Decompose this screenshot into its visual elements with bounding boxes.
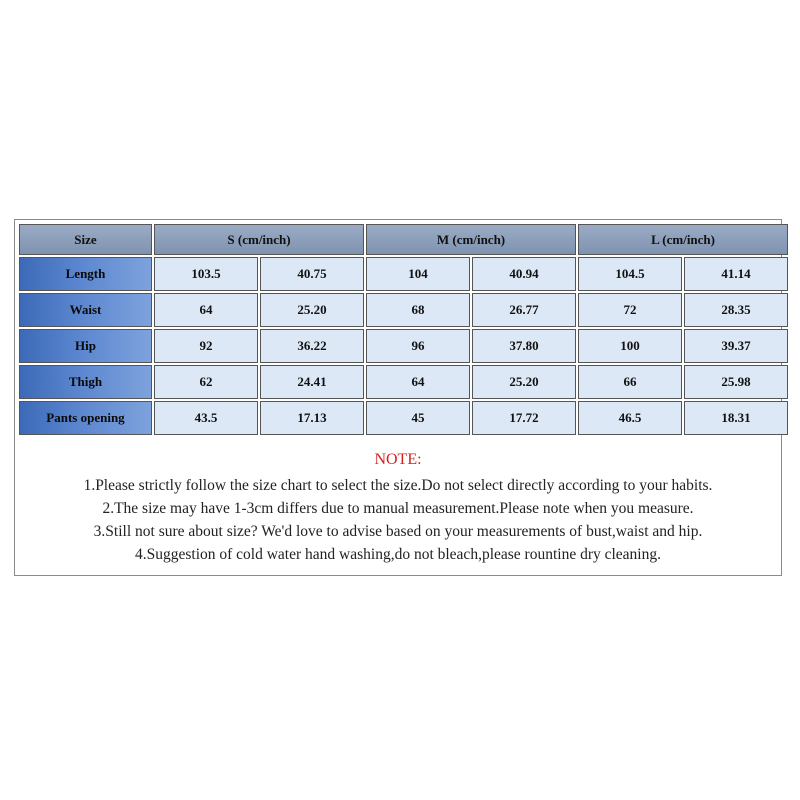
table-row-length — [19, 257, 788, 291]
size-m-header: M (cm/inch) — [366, 224, 576, 255]
table-header-row — [19, 224, 788, 255]
row-label: Length — [19, 257, 152, 291]
table-cell: 25.98 — [684, 365, 788, 399]
table-cell: 40.94 — [472, 257, 576, 291]
size-header: Size — [19, 224, 152, 255]
table-row-thigh — [19, 365, 788, 399]
table-row-hip — [19, 329, 788, 363]
size-chart — [14, 219, 782, 576]
table-cell: 43.5 — [154, 401, 258, 435]
table-cell: 17.72 — [472, 401, 576, 435]
notes-section — [15, 450, 781, 566]
table-cell: 66 — [578, 365, 682, 399]
table-row-waist — [19, 293, 788, 327]
table-cell: 36.22 — [260, 329, 364, 363]
size-s-header: S (cm/inch) — [154, 224, 364, 255]
table-cell: 26.77 — [472, 293, 576, 327]
table-cell: 25.20 — [260, 293, 364, 327]
table-cell: 37.80 — [472, 329, 576, 363]
table-cell: 41.14 — [684, 257, 788, 291]
table-cell: 68 — [366, 293, 470, 327]
table-cell: 62 — [154, 365, 258, 399]
note-line-3: 3.Still not sure about size? We'd love to advise based on your measurements of bust,waist and hip. — [93, 523, 703, 540]
table-cell: 25.20 — [472, 365, 576, 399]
row-label: Thigh — [19, 365, 152, 399]
table-cell: 17.13 — [260, 401, 364, 435]
table-cell: 64 — [154, 293, 258, 327]
row-label: Hip — [19, 329, 152, 363]
table-cell: 45 — [366, 401, 470, 435]
table-cell: 72 — [578, 293, 682, 327]
table-cell: 104.5 — [578, 257, 682, 291]
note-title: NOTE: — [374, 451, 422, 468]
table-cell: 39.37 — [684, 329, 788, 363]
note-line-2: 2.The size may have 1-3cm differs due to manual measurement.Please note when you measure. — [102, 500, 694, 517]
table-cell: 104 — [366, 257, 470, 291]
table-cell: 103.5 — [154, 257, 258, 291]
table-cell: 28.35 — [684, 293, 788, 327]
note-line-1: 1.Please strictly follow the size chart to select the size.Do not select directly according to your habits. — [83, 477, 713, 494]
table-cell: 64 — [366, 365, 470, 399]
size-l-header: L (cm/inch) — [578, 224, 788, 255]
table-cell: 40.75 — [260, 257, 364, 291]
note-line-4: 4.Suggestion of cold water hand washing,do not bleach,please rountine dry cleaning. — [134, 546, 661, 563]
table-row-pants-opening — [19, 401, 788, 435]
size-table — [17, 222, 790, 437]
row-label: Pants opening — [19, 401, 152, 435]
table-cell: 24.41 — [260, 365, 364, 399]
table-cell: 92 — [154, 329, 258, 363]
table-cell: 100 — [578, 329, 682, 363]
table-cell: 96 — [366, 329, 470, 363]
table-cell: 46.5 — [578, 401, 682, 435]
table-cell: 18.31 — [684, 401, 788, 435]
row-label: Waist — [19, 293, 152, 327]
